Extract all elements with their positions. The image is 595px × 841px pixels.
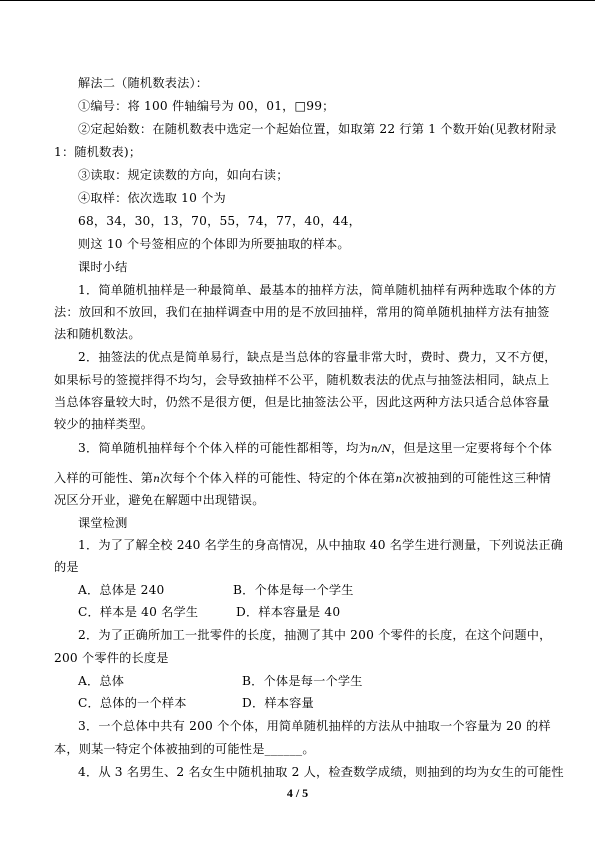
summary-3-line3: 况区分开业，避免在解题中出现错误。 [54, 493, 265, 507]
summary-1-line2: 法：放回和不放回，我们在抽样调查中用的是不放回抽样，常用的简单随机抽样方法有抽签 [54, 305, 550, 319]
question-4-line1: 4．从 3 名男生、2 名女生中随机抽取 2 人，检查数学成绩，则抽到的均为女生的可能性 [78, 765, 564, 779]
step-read: ③读取：规定读数的方向，如向右读； [78, 168, 289, 182]
step-start: ②定起始数：在随机数表中选定一个起始位置，如取第 22 行第 1 个数开始(见教材附录 [78, 122, 557, 136]
question-2-line1: 2．为了正确所加工一批零件的长度，抽测了其中 200 个零件的长度，在这个问题中， [78, 628, 552, 642]
method-two-heading: 解法二（随机数表法）： [78, 76, 209, 90]
section-check-title: 课堂检测 [78, 516, 128, 530]
question-1-line1: 1．为了了解全校 240 名学生的身高情况，从中抽取 40 名学生进行测量，下列说法正确 [78, 538, 564, 552]
q1-option-a: A．总体是 240 [78, 583, 165, 597]
variable-n: n [153, 473, 161, 485]
sample-numbers: 68，34，30，13，70，55，74，77，40，44， [78, 214, 361, 228]
summary-2-line3: 当总体容量较大时，仍然不是很方便，但是比抽签法公平，因此这两种方法只适合总体容量 [54, 395, 550, 409]
question-1-line2: 的是 [54, 560, 79, 574]
q1-option-b: B．个体是每一个学生 [233, 583, 354, 597]
question-3-line1: 3．一个总体中共有 200 个个体，用简单随机抽样的方法从中抽取一个容量为 20 的样 [78, 719, 551, 733]
summary-1-line3: 法和随机数法。 [54, 327, 141, 341]
page-number: 4 / 5 [286, 786, 309, 800]
summary-1-line1: 1．简单随机抽样是一种最简单、最基本的抽样方法，简单随机抽样有两种选取个体的方 [78, 283, 557, 297]
fraction-n-over-N: n/N [370, 443, 391, 455]
summary-2-line4: 较少的抽样类型。 [54, 417, 154, 431]
section-summary-title: 课时小结 [78, 260, 128, 274]
q1-option-c: C．样本是 40 名学生 [78, 605, 199, 619]
q1-option-d: D．样本容量是 40 [236, 605, 341, 619]
q2-option-d: D．样本容量 [242, 696, 314, 710]
summary-2-line2: 如果标号的签搅拌得不均匀，会导致抽样不公平，随机数表法的优点与抽签法相同，缺点上 [54, 373, 550, 387]
step-sample: ④取样：依次选取 10 个为 [78, 191, 226, 205]
top-rule [0, 0, 595, 1]
question-3-line2: 本，则某一特定个体被抽到的可能性是______。 [54, 742, 315, 756]
sample-conclusion: 则这 10 个号签相应的个体即为所要抽取的样本。 [78, 237, 350, 251]
q2-option-c: C．总体的一个样本 [78, 696, 187, 710]
variable-n: n [395, 473, 403, 485]
summary-3-line2: 入样的可能性、第n次每个个体入样的可能性、特定的个体在第n次被抽到的可能性这三种情 [54, 471, 552, 485]
q2-option-a: A．总体 [78, 674, 125, 688]
step-start-cont: 1：随机数表)； [54, 145, 142, 159]
summary-2-line1: 2．抽签法的优点是简单易行，缺点是当总体的容量非常大时，费时、费力，又不方便， [78, 350, 557, 364]
summary-3-line1: 3．简单随机抽样每个个体入样的可能性都相等，均为n/N，但是这里一定要将每个个体 [78, 441, 553, 455]
question-2-line2: 200 个零件的长度是 [54, 651, 169, 665]
step-numbering: ①编号：将 100 件轴编号为 00，01，□99； [78, 99, 335, 113]
q2-option-b: B．个体是每一个学生 [242, 674, 363, 688]
